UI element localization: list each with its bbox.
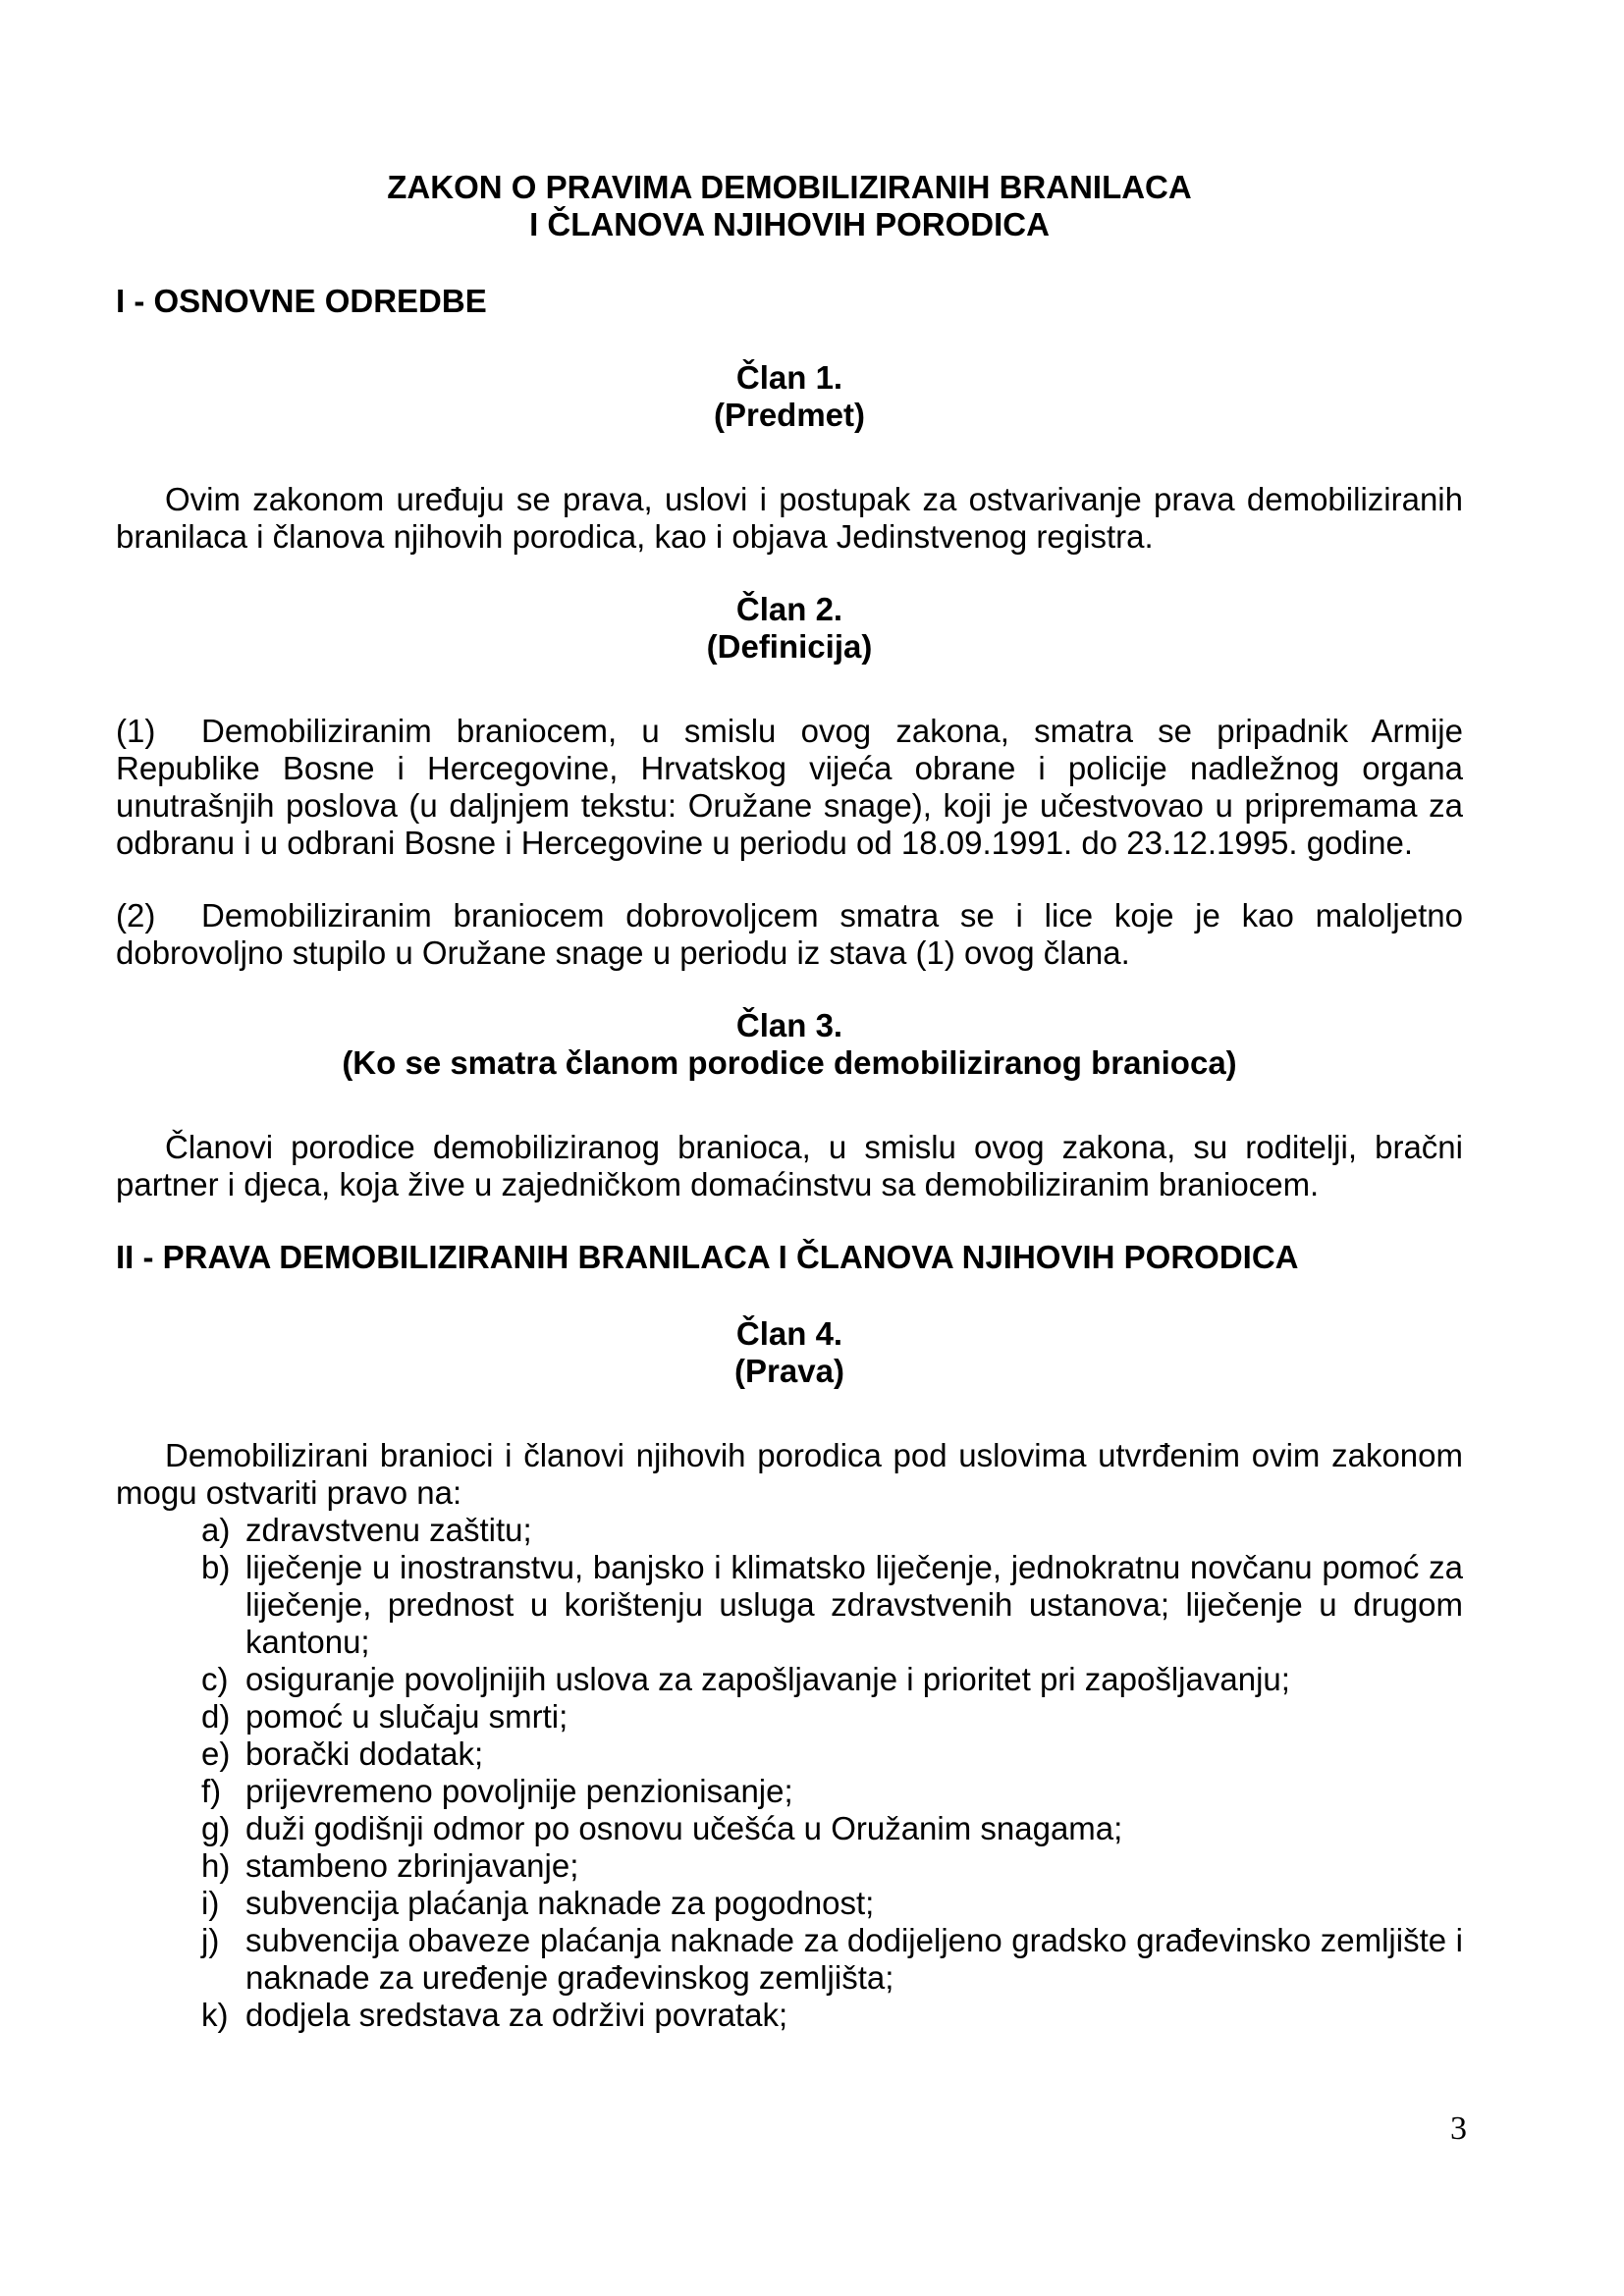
list-item-letter: c) xyxy=(201,1661,229,1697)
article-2 xyxy=(116,591,1463,972)
list-item-text: pomoć u slučaju smrti; xyxy=(245,1698,568,1735)
list-item xyxy=(116,1512,1463,1549)
article-1 xyxy=(116,359,1463,556)
list-item xyxy=(116,1885,1463,1922)
article-1-subtitle: (Predmet) xyxy=(713,397,866,433)
list-item-letter: k) xyxy=(201,1997,229,2033)
list-item-letter: e) xyxy=(201,1735,231,1772)
list-item-text: liječenje u inostranstvu, banjsko i klimatsko liječenje, jednokratnu novčanu pomoć za liječenje, prednost u korištenju usluga zdravstvenih ustanova; liječenje u drugom kantonu; xyxy=(245,1549,1463,1660)
article-3-paragraph: Članovi porodice demobiliziranog branioca, u smislu ovog zakona, su roditelji, bračni partner i djeca, koja žive u zajedničkom domaćinstvu sa demobiliziranim braniocem. xyxy=(116,1129,1463,1202)
article-3-subtitle: (Ko se smatra članom porodice demobiliziranog branioca) xyxy=(342,1044,1237,1081)
list-item-letter: g) xyxy=(201,1810,231,1846)
list-item-letter: h) xyxy=(201,1847,231,1884)
list-item xyxy=(116,1773,1463,1810)
article-4-intro: Demobilizirani branioci i članovi njihovih porodica pod uslovima utvrđenim ovim zakonom mogu ostvariti pravo na: xyxy=(116,1437,1463,1511)
article-2-number: Član 2. xyxy=(735,591,843,627)
article-1-heading xyxy=(116,359,1463,434)
list-item-text: dodjela sredstava za održivi povratak; xyxy=(245,1997,788,2033)
article-1-paragraph: Ovim zakonom uređuju se prava, uslovi i postupak za ostvarivanje prava demobiliziranih branilaca i članova njihovih porodica, kao i objava Jedinstvenog registra. xyxy=(116,481,1463,555)
list-item-text: zdravstvenu zaštitu; xyxy=(245,1512,532,1548)
list-item-text: borački dodatak; xyxy=(245,1735,484,1772)
list-item xyxy=(116,1735,1463,1773)
list-item xyxy=(116,1661,1463,1698)
list-item-text: subvencija plaćanja naknade za pogodnost; xyxy=(245,1885,875,1921)
paragraph-2-marker: (2) xyxy=(116,897,156,934)
article-1-number: Član 1. xyxy=(735,359,843,396)
article-2-subtitle: (Definicija) xyxy=(706,628,873,665)
list-item-letter: b) xyxy=(201,1549,231,1585)
list-item-letter: d) xyxy=(201,1698,231,1735)
list-item-letter: j) xyxy=(201,1922,220,1958)
paragraph-1-text: Demobiliziranim braniocem, u smislu ovog zakona, smatra se pripadnik Armije Republike Bosne i Hercegovine, Hrvatskog vijeća obrane i policije nadležnog organa unutrašnjih poslova (u daljnjem tekstu: Oružane snage), koji je učestvovao u pripremama za odbranu i u odbrani Bosne i Hercegovine u periodu od 18.09.1991. do 23.12.1995. godine. xyxy=(116,713,1463,861)
article-4-subtitle: (Prava) xyxy=(734,1353,844,1389)
article-4 xyxy=(116,1315,1463,2034)
article-4-heading xyxy=(116,1315,1463,1390)
list-item-letter: a) xyxy=(201,1512,231,1548)
list-item xyxy=(116,1549,1463,1661)
article-2-paragraph-1 xyxy=(116,713,1463,862)
section-heading-prava: II - PRAVA DEMOBILIZIRANIH BRANILACA I ČLANOVA NJIHOVIH PORODICA xyxy=(116,1239,1299,1275)
list-item-text: prijevremeno povoljnije penzionisanje; xyxy=(245,1773,793,1809)
list-item xyxy=(116,1698,1463,1735)
list-item-text: stambeno zbrinjavanje; xyxy=(245,1847,579,1884)
paragraph-2-text: Demobiliziranim braniocem dobrovoljcem smatra se i lice koje je kao maloljetno dobrovoljno stupilo u Oružane snage u periodu iz stava (1) ovog člana. xyxy=(116,897,1463,971)
document-title-line1: ZAKON O PRAVIMA DEMOBILIZIRANIH BRANILACA xyxy=(387,169,1192,205)
article-2-paragraph-2 xyxy=(116,897,1463,972)
list-item-text: subvencija obaveze plaćanja naknade za dodijeljeno gradsko građevinsko zemljište i naknade za uređenje građevinskog zemljišta; xyxy=(245,1922,1463,1996)
list-item xyxy=(116,1922,1463,1997)
article-2-heading xyxy=(116,591,1463,666)
section-heading-osnovne-odredbe: I - OSNOVNE ODREDBE xyxy=(116,283,487,319)
article-3-heading xyxy=(116,1007,1463,1082)
article-3 xyxy=(116,1007,1463,1203)
list-item-text: osiguranje povoljnijih uslova za zapošljavanje i prioritet pri zapošljavanju; xyxy=(245,1661,1290,1697)
page-number: 3 xyxy=(1450,2110,1467,2147)
list-item xyxy=(116,1847,1463,1885)
list-item xyxy=(116,1997,1463,2034)
list-item-letter: f) xyxy=(201,1773,222,1809)
article-4-number: Član 4. xyxy=(735,1315,843,1352)
document-title xyxy=(116,169,1463,243)
rights-list xyxy=(116,1512,1463,2034)
list-item xyxy=(116,1810,1463,1847)
document-title-line2: I ČLANOVA NJIHOVIH PORODICA xyxy=(529,206,1050,242)
article-3-number: Član 3. xyxy=(735,1007,843,1043)
paragraph-1-marker: (1) xyxy=(116,713,156,749)
list-item-letter: i) xyxy=(201,1885,220,1921)
list-item-text: duži godišnji odmor po osnovu učešća u Oružanim snagama; xyxy=(245,1810,1123,1846)
